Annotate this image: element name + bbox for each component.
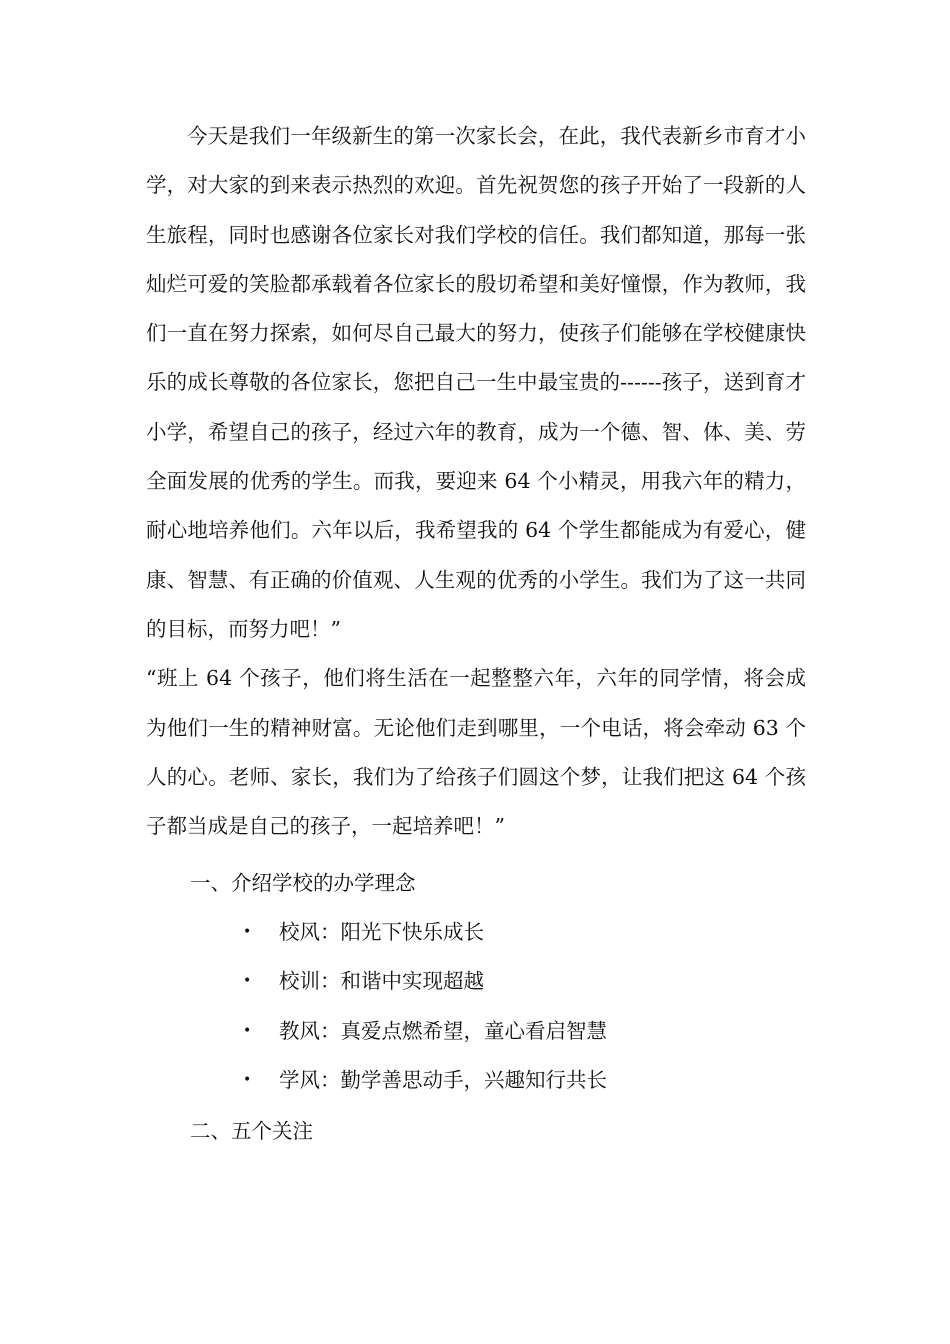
section-heading-five-concerns: 二、五个关注 xyxy=(190,1119,313,1143)
motto-school-spirit: 校风：阳光下快乐成长 xyxy=(279,920,484,944)
motto-school-motto: 校训：和谐中实现超越 xyxy=(279,969,484,994)
paragraph-welcome: 今天是我们一年级新生的第一次家长会，在此，我代表新乡市育才小学，对大家的到来表示热烈的欢迎。首先祝贺您的孩子开始了一段新的人生旅程，同时也感谢各位家长对我们学校的信任。我们都知道，那每一张灿烂可爱的笑脸都承载着各位家长的殷切希望和美好憧憬，作为教师，我们一直在努力探索，如何尽自己最大的努力，使孩子们能够在学校健康快乐的成长尊敬的各位家长，您把自己一生中最宝贵的------孩子，送到育才小学，希望自己的孩子，经过六年的教育，成为一个德、智、体、美、劳全面发展的优秀的学生。而我，要迎来 64 个小精灵，用我六年的精力，耐心地培养他们。六年以后，我希望我的 64 个学生都能成为有爱心，健康、智慧、有正确的价值观、人生观的优秀的小学生。我们为了这一共同的目标，而努力吧！” xyxy=(146,124,806,641)
bullet-icon: • xyxy=(243,1022,252,1039)
list-item xyxy=(243,966,607,1015)
bullet-icon: • xyxy=(243,973,252,990)
motto-teaching-style: 教风：真爱点燃希望，童心看启智慧 xyxy=(279,1018,607,1043)
list-item xyxy=(243,1016,607,1065)
list-item xyxy=(243,917,607,966)
body-text xyxy=(146,112,806,851)
section-heading-philosophy: 一、介绍学校的办学理念 xyxy=(190,871,416,895)
bullet-icon: • xyxy=(243,924,252,940)
paragraph-class-64: “班上 64 个孩子，他们将生活在一起整整六年，六年的同学情，将会成为他们一生的精神财富。无论他们走到哪里，一个电话，将会牵动 63 个人的心。老师、家长，我们为了给孩子们圆这个梦，让我们把这 64 个孩子都当成是自己的孩子，一起培养吧！” xyxy=(146,666,806,839)
motto-study-style: 学风：勤学善思动手，兴趣知行共长 xyxy=(279,1067,607,1092)
list-item xyxy=(243,1065,607,1114)
bullet-icon: • xyxy=(243,1071,252,1088)
motto-list xyxy=(243,917,607,1114)
